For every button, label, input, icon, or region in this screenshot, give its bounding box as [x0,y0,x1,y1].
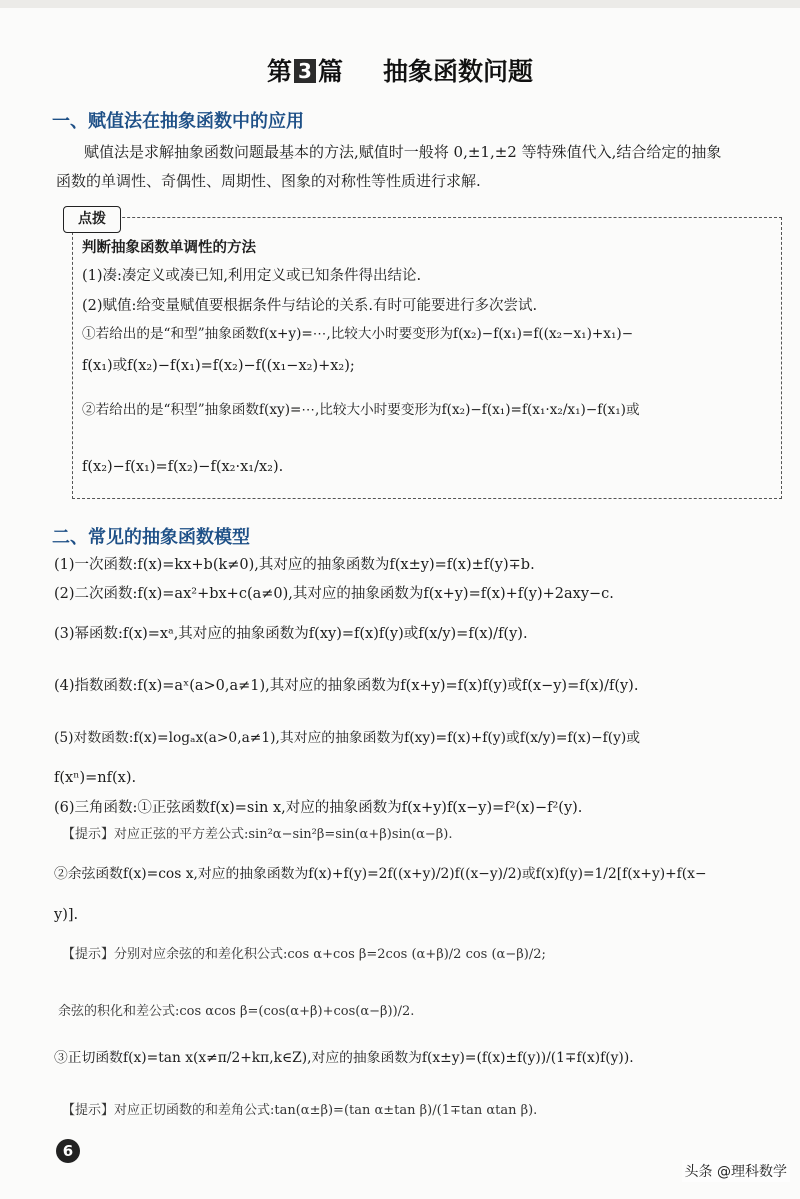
model-exponential: (4)指数函数:f(x)=aˣ(a>0,a≠1),其对应的抽象函数为f(x+y)=f(x)f(y)或f(x−y)=f(x)/f(y). [54,678,639,694]
model-linear: (1)一次函数:f(x)=kx+b(k≠0),其对应的抽象函数为f(x±y)=f(x)±f(y)∓b. [54,557,535,573]
model-cosine-line1: ②余弦函数f(x)=cos x,对应的抽象函数为f(x)+f(y)=2f((x+y)/2)f((x−y)/2)或f(x)f(y)=1/2[f(x+y)+f(x− [54,866,707,882]
section1-heading: 一、赋值法在抽象函数中的应用 [52,111,304,132]
page-top-edge [0,0,800,8]
page-number-badge: 6 [56,1139,80,1163]
hint-cosine-product: 余弦的积化和差公式:cos αcos β=(cos(α+β)+cos(α−β))/2. [58,1004,415,1019]
model-cosine-line2: y)]. [54,907,79,923]
page-title [0,52,800,88]
chapter-number-badge: 3 [294,59,316,83]
hint-tangent: 【提示】对应正切函数的和差角公式:tan(α±β)=(tan α±tan β)/(1∓tan αtan β). [62,1103,538,1118]
model-quadratic: (2)二次函数:f(x)=ax²+bx+c(a≠0),其对应的抽象函数为f(x+y)=f(x)+f(y)+2axy−c. [54,586,614,602]
model-sine: (6)三角函数:①正弦函数f(x)=sin x,对应的抽象函数为f(x+y)f(x−y)=f²(x)−f²(y). [54,800,583,816]
tip-line1: (1)凑:凑定义或凑已知,利用定义或已知条件得出结论. [82,268,422,284]
hint-sine: 【提示】对应正弦的平方差公式:sin²α−sin²β=sin(α+β)sin(α−β). [62,827,453,842]
tip-line3: ①若给出的是“和型”抽象函数f(x+y)=⋯,比较大小时要变形为f(x₂)−f(x₁)=f((x₂−x₁)+x₁)− [82,326,634,342]
section1-para-line2: 函数的单调性、奇偶性、周期性、图象的对称性等性质进行求解. [56,172,481,190]
watermark: 头条 @理科数学 [682,1160,790,1182]
hint-cosine-sum: 【提示】分别对应余弦的和差化积公式:cos α+cos β=2cos (α+β)/2 cos (α−β)/2; [62,947,546,962]
model-power: (3)幂函数:f(x)=xᵃ,其对应的抽象函数为f(xy)=f(x)f(y)或f(x/y)=f(x)/f(y). [54,626,528,642]
tip-line2: (2)赋值:给变量赋值要根据条件与结论的关系.有时可能要进行多次尝试. [82,298,538,314]
section1-para-line1: 赋值法是求解抽象函数问题最基本的方法,赋值时一般将 0,±1,±2 等特殊值代入,结合给定的抽象 [84,143,722,161]
tip-heading: 判断抽象函数单调性的方法 [82,240,256,256]
tip-line5: ②若给出的是“积型”抽象函数f(xy)=⋯,比较大小时要变形为f(x₂)−f(x₁)=f(x₁·x₂/x₁)−f(x₁)或 [82,402,640,418]
model-log-line1: (5)对数函数:f(x)=logₐx(a>0,a≠1),其对应的抽象函数为f(xy)=f(x)+f(y)或f(x/y)=f(x)−f(y)或 [54,730,641,746]
title-chapter: 篇 [317,57,343,86]
model-tangent: ③正切函数f(x)=tan x(x≠π/2+kπ,k∈Z),对应的抽象函数为f(x±y)=(f(x)±f(y))/(1∓f(x)f(y)). [54,1050,634,1066]
title-text: 抽象函数问题 [383,57,534,86]
model-log-line2: f(xⁿ)=nf(x). [54,770,137,786]
title-prefix: 第 [266,57,292,86]
tip-line4: f(x₁)或f(x₂)−f(x₁)=f(x₂)−f((x₁−x₂)+x₂); [82,358,355,374]
section2-heading: 二、常见的抽象函数模型 [52,527,250,548]
tip-tag: 点拨 [63,206,121,233]
tip-line6: f(x₂)−f(x₁)=f(x₂)−f(x₂·x₁/x₂). [82,459,284,475]
